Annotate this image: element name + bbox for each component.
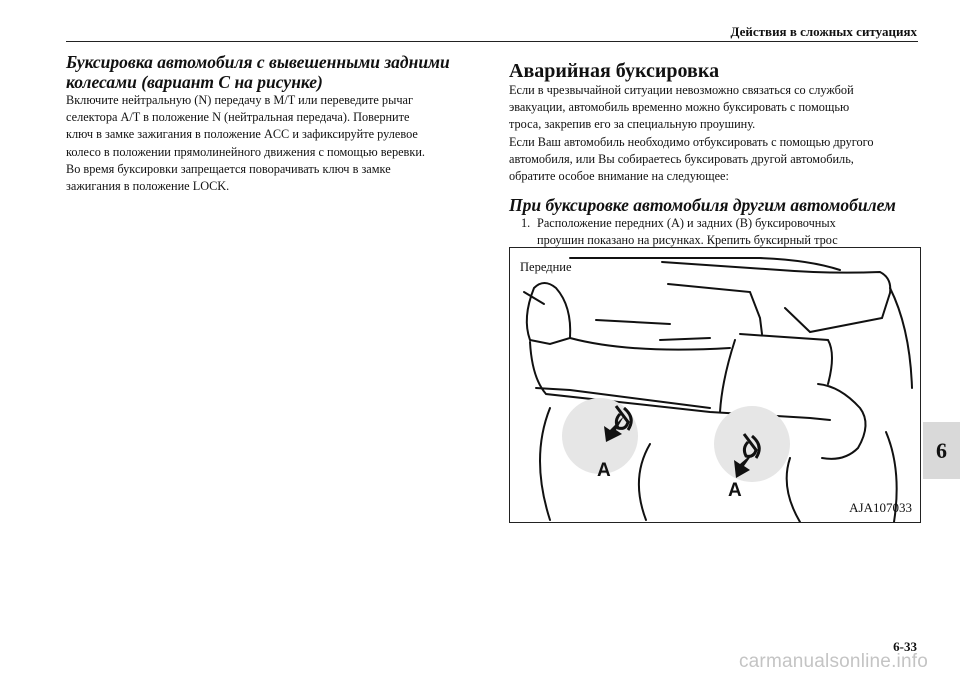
text-line: Если Ваш автомобиль необходимо отбуксировать с помощью другого bbox=[509, 134, 874, 149]
text-line: троса, закрепив его за специальную проушину. bbox=[509, 117, 756, 132]
watermark: carmanualsonline.info bbox=[738, 651, 928, 672]
emergency-towing-heading: Аварийная буксировка bbox=[509, 60, 720, 82]
text-line: обратите особое внимание на следующее: bbox=[509, 169, 729, 184]
text-line: Расположение передних (A) и задних (B) буксировочных bbox=[537, 216, 836, 231]
text-line: селектора A/T в положение N (нейтральная передача). Поверните bbox=[66, 110, 410, 125]
page-number: 6-33 bbox=[893, 639, 917, 654]
left-column bbox=[66, 52, 476, 195]
label-a-left: A bbox=[597, 460, 611, 481]
text-line: Во время буксировки запрещается поворачивать ключ в замке bbox=[66, 161, 391, 176]
towing-hooks-figure bbox=[509, 247, 921, 523]
heading-line: колесами (вариант C на рисунке) bbox=[66, 72, 323, 92]
text-line: колесо в положении прямолинейного движения с помощью веревки. bbox=[66, 144, 425, 159]
text-line: ключ в замке зажигания в положение ACC и зафиксируйте рулевое bbox=[66, 127, 418, 142]
text-line: зажигания в положение LOCK. bbox=[66, 179, 230, 194]
subheading-towed-by-vehicle: При буксировке автомобиля другим автомобилем bbox=[509, 195, 896, 216]
section-heading-rear-lifted bbox=[66, 52, 476, 92]
figure-code: AJA107033 bbox=[849, 500, 912, 515]
label-a-right: A bbox=[728, 480, 742, 501]
list-number: 1. bbox=[521, 216, 531, 231]
text-line: проушин показано на рисунках. Крепить буксирный трос bbox=[537, 233, 838, 248]
header-divider bbox=[66, 41, 918, 42]
section-title: Действия в сложных ситуациях bbox=[730, 24, 917, 39]
text-line: Если в чрезвычайной ситуации невозможно связаться со службой bbox=[509, 83, 854, 97]
heading-line: Буксировка автомобиля с вывешенными задними bbox=[66, 52, 450, 72]
paragraph bbox=[509, 82, 919, 185]
text-line: Включите нейтральную (N) передачу в M/T или переведите рычаг bbox=[66, 93, 414, 107]
text-line: эвакуации, автомобиль временно можно буксировать с помощью bbox=[509, 100, 850, 115]
figure-caption: Передние bbox=[520, 260, 572, 274]
text-line: автомобиля, или Вы собираетесь буксировать другой автомобиль, bbox=[509, 151, 854, 166]
right-column bbox=[509, 60, 919, 267]
car-front-illustration bbox=[510, 248, 920, 522]
paragraph bbox=[66, 92, 476, 195]
chapter-tab: 6 bbox=[923, 422, 960, 479]
